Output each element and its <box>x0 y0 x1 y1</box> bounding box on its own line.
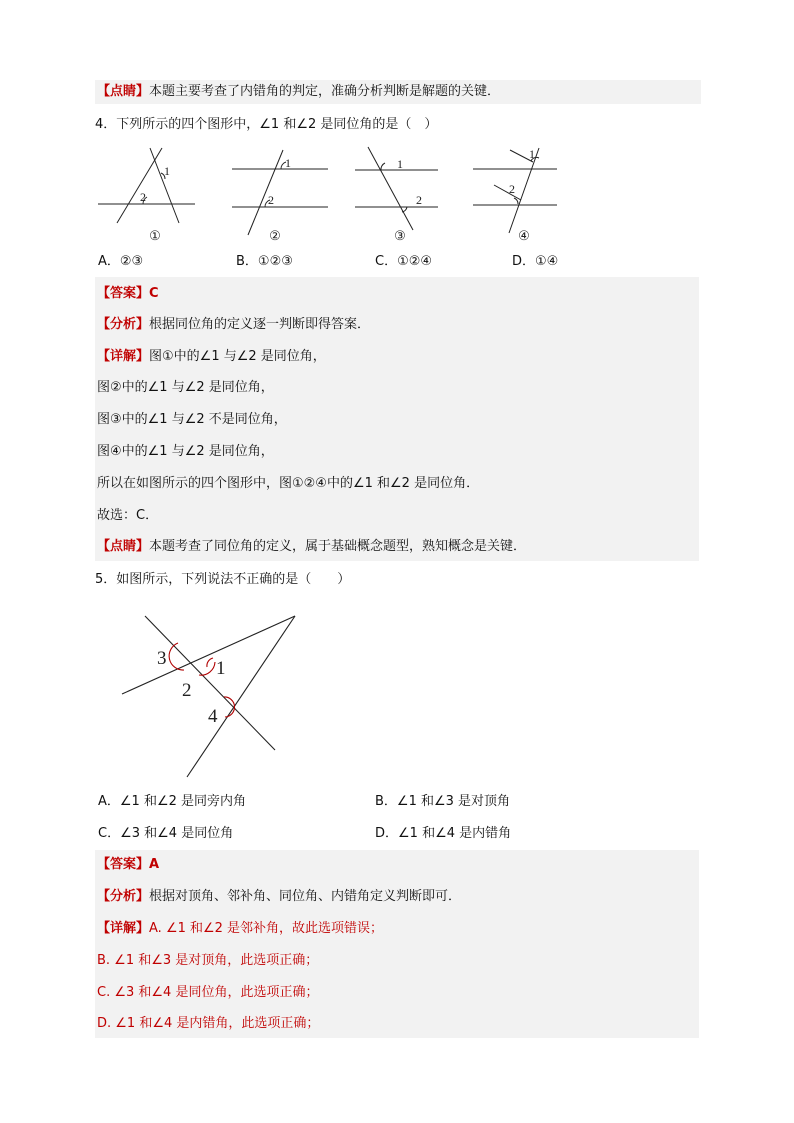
q4-detail-line-6: 故选：C． <box>97 508 159 523</box>
q5-detail-line-3: C. ∠3 和∠4 是同位角，此选项正确； <box>97 985 319 1000</box>
fig1-angle2-label: 2 <box>140 190 146 204</box>
q4-detail-line-3: 图③中的∠1 与∠2 不是同位角， <box>97 412 287 427</box>
answer-value: A <box>149 857 160 872</box>
answer-value: C <box>149 286 159 301</box>
fig4-angle2-label: 2 <box>509 182 515 196</box>
q5-option-a: A．∠1 和∠2 是同旁内角 <box>98 794 247 809</box>
angle2-label: 2 <box>182 680 192 701</box>
note-tag: 【点睛】 <box>97 84 150 99</box>
answer-tag: 【答案】 <box>97 286 150 301</box>
q5-option-c: C．∠3 和∠4 是同位角 <box>98 826 234 841</box>
fig1-line-2 <box>150 148 179 223</box>
q5-question: 5．如图所示，下列说法不正确的是（ ） <box>95 572 351 587</box>
fig2-transversal <box>248 150 283 235</box>
q5-detail-line-4: D. ∠1 和∠4 是内错角，此选项正确； <box>97 1016 320 1031</box>
note-tag: 【点睛】 <box>97 539 150 554</box>
q4-detail-line-1 <box>95 347 326 367</box>
q4-figures <box>95 140 615 245</box>
fig1-angle1-label: 1 <box>164 164 170 178</box>
fig3-angle1-label: 1 <box>397 157 403 171</box>
fig3-transversal <box>368 147 413 230</box>
q4-option-a: A．②③ <box>98 254 144 269</box>
q4-detail-line-5: 所以在如图所示的四个图形中，图①②④中的∠1 和∠2 是同位角． <box>97 476 480 491</box>
q4-option-b: B．①②③ <box>236 254 293 269</box>
fig1-transversal <box>117 148 162 223</box>
analysis-text: 根据对顶角、邻补角、同位角、内错角定义判断即可． <box>149 889 462 904</box>
analysis-tag: 【分析】 <box>97 317 150 332</box>
analysis-tag: 【分析】 <box>97 889 150 904</box>
q4-answer-line <box>95 284 159 304</box>
note-text: 本题主要考查了内错角的判定，准确分析判断是解题的关键． <box>149 84 501 99</box>
angle4-label: 4 <box>208 706 218 727</box>
q5-detail-line-2: B. ∠1 和∠3 是对顶角，此选项正确； <box>97 953 319 968</box>
q4-option-d: D．①④ <box>512 254 559 269</box>
angle3-arc <box>169 643 184 670</box>
q4-solution <box>95 277 699 561</box>
detail-tag: 【详解】 <box>97 349 150 364</box>
q4-option-c: C．①②④ <box>375 254 433 269</box>
detail-text: A. ∠1 和∠2 是邻补角，故此选项错误； <box>149 921 384 936</box>
q5-option-b: B．∠1 和∠3 是对顶角 <box>375 794 511 809</box>
angle3-label: 3 <box>157 648 167 669</box>
fig2-angle2-label: 2 <box>268 193 274 207</box>
q5-line-2 <box>145 616 275 750</box>
fig3-angle2-label: 2 <box>416 193 422 207</box>
fig4-label: ④ <box>518 228 530 243</box>
fig4-angle1-label: 1 <box>529 147 535 161</box>
q5-answer-line <box>95 855 159 875</box>
q4-detail-line-2: 图②中的∠1 与∠2 是同位角， <box>97 380 274 395</box>
fig3-label: ③ <box>394 228 406 243</box>
answer-tag: 【答案】 <box>97 857 150 872</box>
fig4-segment-2 <box>494 185 521 200</box>
q5-solution <box>95 850 699 1038</box>
q5-analysis-line <box>95 887 461 907</box>
analysis-text: 根据同位角的定义逐一判断即得答案． <box>149 317 371 332</box>
angle1-label: 1 <box>216 658 226 679</box>
top-note <box>95 80 701 104</box>
q4-analysis-line <box>95 315 370 335</box>
q5-figure <box>115 605 315 785</box>
q5-option-d: D．∠1 和∠4 是内错角 <box>375 826 512 841</box>
detail-tag: 【详解】 <box>97 921 150 936</box>
q4-detail-line-4: 图④中的∠1 与∠2 是同位角， <box>97 444 274 459</box>
q5-detail-line-1 <box>95 919 383 939</box>
note-text: 本题考查了同位角的定义，属于基础概念题型，熟知概念是关键． <box>149 539 527 554</box>
fig1-label: ① <box>149 228 161 243</box>
fig2-angle1-label: 1 <box>285 156 291 170</box>
angle1-arc <box>207 658 213 667</box>
fig2-label: ② <box>269 228 281 243</box>
q4-note-line <box>95 537 526 557</box>
detail-text: 图①中的∠1 与∠2 是同位角， <box>149 349 326 364</box>
q4-question: 4．下列所示的四个图形中，∠1 和∠2 是同位角的是（ ） <box>95 117 438 132</box>
